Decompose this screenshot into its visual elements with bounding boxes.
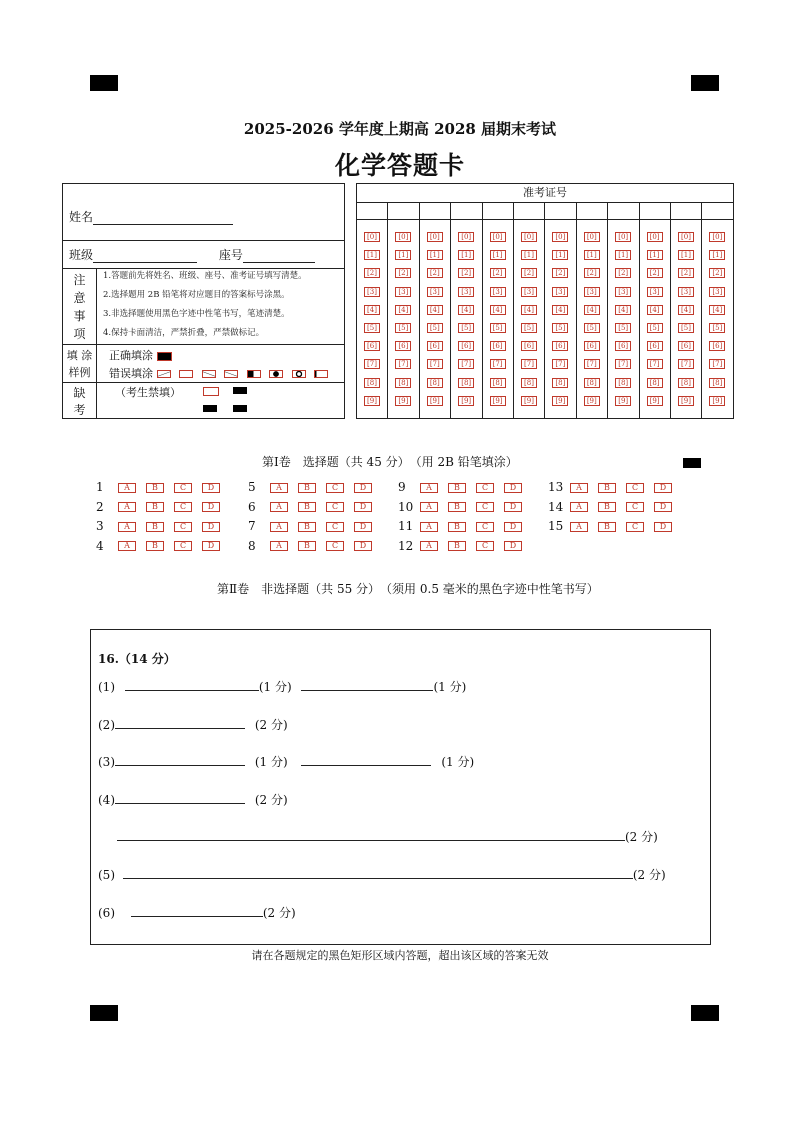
- id-digit-bubble[interactable]: [5]: [427, 323, 443, 333]
- option-c-bubble[interactable]: C: [174, 483, 192, 493]
- candidate-id-grid: [356, 183, 734, 419]
- id-digit-bubble[interactable]: [8]: [364, 378, 380, 388]
- note-3: 3.非选择题使用黑色字迹中性笔书写，笔迹清楚。: [103, 309, 290, 319]
- id-digit-bubble[interactable]: [0]: [364, 232, 380, 242]
- option-a-bubble[interactable]: A: [420, 483, 438, 493]
- option-a-bubble[interactable]: A: [118, 522, 136, 532]
- question-number: 12: [398, 538, 414, 553]
- id-digit-bubble[interactable]: [9]: [458, 396, 474, 406]
- id-digit-bubble[interactable]: [6]: [521, 341, 537, 351]
- question-13: [548, 480, 682, 494]
- answer-4a-line[interactable]: [115, 791, 245, 804]
- option-a-bubble[interactable]: A: [270, 502, 288, 512]
- id-digit-bubble[interactable]: [0]: [615, 232, 631, 242]
- id-digit-bubble[interactable]: [5]: [552, 323, 568, 333]
- option-a-bubble[interactable]: A: [270, 483, 288, 493]
- id-digit-bubble[interactable]: [9]: [521, 396, 537, 406]
- id-digit-bubble[interactable]: [4]: [647, 305, 663, 315]
- note-2: 2.选择题用 2B 铅笔将对应题目的答案标号涂黑。: [103, 290, 290, 300]
- option-d-bubble[interactable]: D: [654, 483, 672, 493]
- option-d-bubble[interactable]: D: [202, 502, 220, 512]
- note-4: 4.保持卡面清洁，严禁折叠，严禁做标记。: [103, 328, 265, 338]
- id-digit-bubble[interactable]: [4]: [458, 305, 474, 315]
- id-write-cell[interactable]: [702, 202, 733, 220]
- id-digit-bubble[interactable]: [0]: [647, 232, 663, 242]
- id-digit-bubble[interactable]: [6]: [584, 341, 600, 351]
- id-digit-bubble[interactable]: [9]: [364, 396, 380, 406]
- id-digit-bubble[interactable]: [0]: [427, 232, 443, 242]
- id-digit-bubble[interactable]: [7]: [521, 359, 537, 369]
- option-b-bubble[interactable]: B: [448, 483, 466, 493]
- id-write-cell[interactable]: [451, 202, 481, 220]
- id-digit-bubble[interactable]: [0]: [490, 232, 506, 242]
- id-digit-bubble[interactable]: [1]: [709, 250, 725, 260]
- option-c-bubble[interactable]: C: [476, 541, 494, 551]
- question-number: 3: [96, 519, 104, 533]
- option-c-bubble[interactable]: C: [476, 502, 494, 512]
- id-digit-bubble[interactable]: [7]: [647, 359, 663, 369]
- part-6: (6) (2 分): [98, 906, 296, 920]
- option-a-bubble[interactable]: A: [570, 502, 588, 512]
- option-a-bubble[interactable]: A: [118, 541, 136, 551]
- question-15: [548, 519, 682, 533]
- option-b-bubble[interactable]: B: [598, 522, 616, 532]
- id-digit-bubble[interactable]: [5]: [647, 323, 663, 333]
- id-digit-bubble[interactable]: [9]: [584, 396, 600, 406]
- id-digit-bubble[interactable]: [9]: [709, 396, 725, 406]
- option-d-bubble[interactable]: D: [354, 541, 372, 551]
- class-label: 班级: [69, 248, 94, 262]
- option-a-bubble[interactable]: A: [118, 502, 136, 512]
- question-12: [398, 539, 532, 553]
- option-d-bubble[interactable]: D: [354, 483, 372, 493]
- id-digit-bubble[interactable]: [4]: [615, 305, 631, 315]
- answer-5-line[interactable]: [123, 866, 633, 879]
- question-number: 5: [248, 480, 256, 494]
- id-digit-bubble[interactable]: [1]: [395, 250, 411, 260]
- option-c-bubble[interactable]: C: [626, 483, 644, 493]
- id-digit-bubble[interactable]: [3]: [427, 287, 443, 297]
- part-1: (1) (1 分) (1 分): [98, 680, 467, 694]
- id-digit-bubble[interactable]: [8]: [584, 378, 600, 388]
- id-digit-bubble[interactable]: [5]: [364, 323, 380, 333]
- id-digit-bubble[interactable]: [3]: [395, 287, 411, 297]
- id-column-3: [420, 202, 451, 419]
- seat-label: 座号: [218, 248, 243, 262]
- id-write-cell[interactable]: [388, 202, 418, 220]
- id-digit-bubble[interactable]: [8]: [678, 378, 694, 388]
- id-digit-bubble[interactable]: [5]: [709, 323, 725, 333]
- id-digit-bubble[interactable]: [7]: [552, 359, 568, 369]
- correct-fill-sample: [157, 352, 172, 361]
- id-digit-bubble[interactable]: [1]: [678, 250, 694, 260]
- option-b-bubble[interactable]: B: [298, 522, 316, 532]
- question-16-title: 16.（14 分）: [98, 652, 176, 666]
- id-digit-bubble[interactable]: [9]: [678, 396, 694, 406]
- question-10: [398, 500, 532, 514]
- note-1: 1.答题前先将姓名、班级、座号、准考证号填写清楚。: [103, 271, 307, 281]
- registration-mark-top-right: [691, 75, 719, 91]
- id-digit-bubble[interactable]: [4]: [490, 305, 506, 315]
- question-3: [96, 519, 230, 533]
- question-number: 13: [548, 480, 564, 494]
- id-digit-bubble[interactable]: [6]: [395, 341, 411, 351]
- id-digit-bubble[interactable]: [5]: [521, 323, 537, 333]
- id-digit-bubble[interactable]: [6]: [615, 341, 631, 351]
- registration-mark-bottom-left: [90, 1005, 118, 1021]
- option-b-bubble[interactable]: B: [448, 541, 466, 551]
- id-digit-bubble[interactable]: [7]: [427, 359, 443, 369]
- id-digit-bubble[interactable]: [2]: [521, 268, 537, 278]
- class-seat-row: [63, 241, 344, 269]
- id-digit-bubble[interactable]: [7]: [458, 359, 474, 369]
- id-column-4: [451, 202, 482, 419]
- option-c-bubble[interactable]: C: [174, 522, 192, 532]
- option-a-bubble[interactable]: A: [270, 541, 288, 551]
- answer-box-16[interactable]: [90, 629, 711, 945]
- option-a-bubble[interactable]: A: [420, 541, 438, 551]
- option-d-bubble[interactable]: D: [354, 522, 372, 532]
- id-digit-bubble[interactable]: [5]: [395, 323, 411, 333]
- id-write-cell[interactable]: [483, 202, 513, 220]
- id-write-cell[interactable]: [357, 202, 387, 220]
- wrong-fill-circle-icon: [292, 370, 306, 378]
- id-digit-bubble[interactable]: [9]: [552, 396, 568, 406]
- id-write-cell[interactable]: [640, 202, 670, 220]
- id-digit-bubble[interactable]: [2]: [490, 268, 506, 278]
- sample-row: [63, 345, 344, 383]
- id-digit-bubble[interactable]: [6]: [458, 341, 474, 351]
- option-b-bubble[interactable]: B: [146, 522, 164, 532]
- absent-mark-2: [203, 405, 217, 412]
- id-digit-bubble[interactable]: [8]: [709, 378, 725, 388]
- id-write-cell[interactable]: [420, 202, 450, 220]
- id-digit-bubble[interactable]: [3]: [615, 287, 631, 297]
- option-c-bubble[interactable]: C: [326, 502, 344, 512]
- id-digit-bubble[interactable]: [3]: [458, 287, 474, 297]
- question-number: 15: [548, 519, 564, 533]
- id-digit-bubble[interactable]: [5]: [490, 323, 506, 333]
- option-c-bubble[interactable]: C: [476, 483, 494, 493]
- option-c-bubble[interactable]: C: [174, 502, 192, 512]
- id-write-cell[interactable]: [514, 202, 544, 220]
- option-b-bubble[interactable]: B: [598, 502, 616, 512]
- registration-mark-top-left: [90, 75, 118, 91]
- absent-row: [63, 383, 344, 419]
- option-d-bubble[interactable]: D: [654, 522, 672, 532]
- id-digit-bubble[interactable]: [8]: [552, 378, 568, 388]
- option-a-bubble[interactable]: A: [420, 502, 438, 512]
- candidate-id-title: 准考证号: [357, 184, 733, 203]
- wrong-fill-check-icon: [157, 370, 171, 378]
- option-c-bubble[interactable]: C: [326, 522, 344, 532]
- sample-label: 填 涂 样例: [63, 345, 97, 382]
- footer-notice: 请在各题规定的黑色矩形区域内答题，超出该区域的答案无效: [251, 949, 549, 962]
- id-digit-bubble[interactable]: [2]: [709, 268, 725, 278]
- id-digit-bubble[interactable]: [1]: [615, 250, 631, 260]
- option-c-bubble[interactable]: C: [174, 541, 192, 551]
- notes-label: 注 意 事 项: [63, 269, 97, 344]
- id-digit-bubble[interactable]: [9]: [615, 396, 631, 406]
- option-d-bubble[interactable]: D: [504, 541, 522, 551]
- id-digit-bubble[interactable]: [7]: [364, 359, 380, 369]
- id-digit-bubble[interactable]: [9]: [427, 396, 443, 406]
- id-digit-bubble[interactable]: [4]: [584, 305, 600, 315]
- card-title: 化学答题卡: [334, 151, 465, 180]
- question-number: 11: [398, 519, 414, 533]
- option-b-bubble[interactable]: B: [448, 502, 466, 512]
- id-write-cell[interactable]: [671, 202, 701, 220]
- option-d-bubble[interactable]: D: [504, 502, 522, 512]
- name-field[interactable]: [93, 211, 233, 225]
- answer-3b-line[interactable]: [301, 753, 431, 766]
- wrong-fill-cross-icon: [224, 370, 238, 378]
- id-digit-bubble[interactable]: [6]: [678, 341, 694, 351]
- seat-field[interactable]: [243, 249, 315, 263]
- answer-3a-line[interactable]: [115, 753, 245, 766]
- id-digit-bubble[interactable]: [4]: [395, 305, 411, 315]
- answer-1b-line[interactable]: [301, 678, 433, 691]
- id-digit-bubble[interactable]: [8]: [490, 378, 506, 388]
- id-column-2: [388, 202, 419, 419]
- option-d-bubble[interactable]: D: [202, 522, 220, 532]
- absent-mark-1: [233, 387, 247, 394]
- id-digit-bubble[interactable]: [2]: [395, 268, 411, 278]
- id-digit-bubble[interactable]: [5]: [678, 323, 694, 333]
- id-digit-bubble[interactable]: [5]: [615, 323, 631, 333]
- question-2: [96, 500, 230, 514]
- id-digit-bubble[interactable]: [1]: [584, 250, 600, 260]
- id-digit-bubble[interactable]: [3]: [709, 287, 725, 297]
- id-digit-bubble[interactable]: [7]: [395, 359, 411, 369]
- id-digit-bubble[interactable]: [0]: [458, 232, 474, 242]
- correct-fill-label: 正确填涂: [109, 349, 153, 362]
- question-6: [248, 500, 382, 514]
- id-digit-bubble[interactable]: [6]: [552, 341, 568, 351]
- id-digit-bubble[interactable]: [8]: [647, 378, 663, 388]
- question-1: [96, 480, 230, 494]
- id-digit-bubble[interactable]: [9]: [490, 396, 506, 406]
- id-digit-bubble[interactable]: [2]: [552, 268, 568, 278]
- id-column-9: [608, 202, 639, 419]
- option-b-bubble[interactable]: B: [298, 483, 316, 493]
- id-digit-bubble[interactable]: [5]: [458, 323, 474, 333]
- id-digit-bubble[interactable]: [7]: [615, 359, 631, 369]
- absent-mark-3: [233, 405, 247, 412]
- wrong-fill-half-icon: [247, 370, 261, 378]
- notes-row: [63, 269, 344, 345]
- id-digit-bubble[interactable]: [3]: [521, 287, 537, 297]
- id-digit-bubble[interactable]: [4]: [427, 305, 443, 315]
- wrong-fill-empty-icon: [179, 370, 193, 378]
- id-digit-bubble[interactable]: [1]: [427, 250, 443, 260]
- id-column-5: [483, 202, 514, 419]
- id-digit-bubble[interactable]: [0]: [395, 232, 411, 242]
- id-digit-bubble[interactable]: [6]: [709, 341, 725, 351]
- option-c-bubble[interactable]: C: [326, 541, 344, 551]
- wrong-fill-dot-icon: [269, 370, 283, 378]
- wrong-fill-slash-icon: [202, 370, 216, 378]
- option-c-bubble[interactable]: C: [476, 522, 494, 532]
- id-digit-bubble[interactable]: [8]: [521, 378, 537, 388]
- part-5: (5) (2 分): [98, 868, 666, 882]
- id-digit-bubble[interactable]: [8]: [615, 378, 631, 388]
- id-digit-bubble[interactable]: [0]: [521, 232, 537, 242]
- id-digit-bubble[interactable]: [7]: [490, 359, 506, 369]
- question-number: 10: [398, 499, 414, 514]
- id-column-6: [514, 202, 545, 419]
- id-digit-bubble[interactable]: [1]: [490, 250, 506, 260]
- id-digit-bubble[interactable]: [1]: [552, 250, 568, 260]
- part-4-continued: (2 分): [117, 828, 658, 845]
- option-d-bubble[interactable]: D: [504, 483, 522, 493]
- id-digit-bubble[interactable]: [0]: [709, 232, 725, 242]
- id-write-cell[interactable]: [545, 202, 575, 220]
- question-number: 6: [248, 499, 256, 514]
- option-b-bubble[interactable]: B: [298, 502, 316, 512]
- id-digit-bubble[interactable]: [4]: [521, 305, 537, 315]
- id-digit-bubble[interactable]: [6]: [647, 341, 663, 351]
- answer-2-line[interactable]: [115, 716, 245, 729]
- option-b-bubble[interactable]: B: [146, 502, 164, 512]
- section2-heading: 第Ⅱ卷 非选择题（共 55 分） （须用 0.5 毫米的黑色字迹中性笔书写）: [217, 582, 599, 596]
- option-d-bubble[interactable]: D: [654, 502, 672, 512]
- id-digit-bubble[interactable]: [3]: [490, 287, 506, 297]
- id-column-7: [545, 202, 576, 419]
- id-digit-bubble[interactable]: [4]: [709, 305, 725, 315]
- id-column-10: [640, 202, 671, 419]
- question-number: 7: [248, 519, 256, 533]
- option-b-bubble[interactable]: B: [146, 541, 164, 551]
- absent-label: 缺 考: [63, 383, 97, 419]
- id-digit-bubble[interactable]: [7]: [584, 359, 600, 369]
- option-b-bubble[interactable]: B: [298, 541, 316, 551]
- id-column-8: [577, 202, 608, 419]
- question-number: 9: [398, 480, 406, 494]
- id-digit-bubble[interactable]: [0]: [552, 232, 568, 242]
- id-digit-bubble[interactable]: [8]: [395, 378, 411, 388]
- question-number: 4: [96, 538, 104, 553]
- option-d-bubble[interactable]: D: [354, 502, 372, 512]
- option-c-bubble[interactable]: C: [326, 483, 344, 493]
- exam-title: 2025-2026 学年度上期高 2028 届期末考试: [243, 120, 557, 138]
- part-2: (2) (2 分): [98, 718, 288, 732]
- question-11: [398, 519, 532, 533]
- id-digit-bubble[interactable]: [3]: [647, 287, 663, 297]
- option-a-bubble[interactable]: A: [118, 483, 136, 493]
- id-digit-bubble[interactable]: [4]: [552, 305, 568, 315]
- id-digit-bubble[interactable]: [4]: [364, 305, 380, 315]
- id-digit-bubble[interactable]: [4]: [678, 305, 694, 315]
- answer-6-line[interactable]: [131, 904, 263, 917]
- option-a-bubble[interactable]: A: [570, 483, 588, 493]
- id-digit-bubble[interactable]: [9]: [395, 396, 411, 406]
- id-write-cell[interactable]: [608, 202, 638, 220]
- id-digit-bubble[interactable]: [2]: [584, 268, 600, 278]
- question-14: [548, 500, 682, 514]
- id-digit-bubble[interactable]: [0]: [678, 232, 694, 242]
- id-digit-bubble[interactable]: [7]: [678, 359, 694, 369]
- name-label: 姓名: [69, 210, 94, 224]
- question-5: [248, 480, 382, 494]
- id-digit-bubble[interactable]: [2]: [427, 268, 443, 278]
- id-digit-bubble[interactable]: [2]: [647, 268, 663, 278]
- id-digit-bubble[interactable]: [2]: [458, 268, 474, 278]
- id-digit-bubble[interactable]: [0]: [584, 232, 600, 242]
- id-digit-bubble[interactable]: [1]: [458, 250, 474, 260]
- question-8: [248, 539, 382, 553]
- option-d-bubble[interactable]: D: [504, 522, 522, 532]
- question-9: [398, 480, 532, 494]
- id-column-11: [671, 202, 702, 419]
- question-number: 1: [96, 480, 104, 494]
- absent-note: （考生禁填）: [115, 386, 181, 399]
- question-7: [248, 519, 382, 533]
- option-b-bubble[interactable]: B: [146, 483, 164, 493]
- id-digit-bubble[interactable]: [2]: [364, 268, 380, 278]
- answer-4b-line[interactable]: [117, 828, 625, 841]
- id-digit-bubble[interactable]: [3]: [678, 287, 694, 297]
- option-c-bubble[interactable]: C: [626, 502, 644, 512]
- id-digit-bubble[interactable]: [6]: [427, 341, 443, 351]
- id-digit-bubble[interactable]: [3]: [364, 287, 380, 297]
- wrong-fill-line-icon: [314, 370, 328, 378]
- option-c-bubble[interactable]: C: [626, 522, 644, 532]
- wrong-fill-label: 错误填涂: [109, 367, 153, 380]
- id-write-cell[interactable]: [577, 202, 607, 220]
- id-digit-bubble[interactable]: [5]: [584, 323, 600, 333]
- id-digit-bubble[interactable]: [6]: [364, 341, 380, 351]
- id-column-1: [357, 202, 388, 419]
- part-4: (4) (2 分): [98, 793, 288, 807]
- id-column-12: [702, 202, 733, 419]
- id-digit-bubble[interactable]: [8]: [427, 378, 443, 388]
- option-a-bubble[interactable]: A: [570, 522, 588, 532]
- id-digit-bubble[interactable]: [2]: [678, 268, 694, 278]
- id-digit-bubble[interactable]: [9]: [647, 396, 663, 406]
- id-digit-bubble[interactable]: [3]: [584, 287, 600, 297]
- question-4: [96, 539, 230, 553]
- option-a-bubble[interactable]: A: [270, 522, 288, 532]
- id-digit-bubble[interactable]: [8]: [458, 378, 474, 388]
- option-a-bubble[interactable]: A: [420, 522, 438, 532]
- option-b-bubble[interactable]: B: [448, 522, 466, 532]
- id-digit-bubble[interactable]: [3]: [552, 287, 568, 297]
- id-digit-bubble[interactable]: [7]: [709, 359, 725, 369]
- section1-heading: 第Ⅰ卷 选择题（共 45 分） （用 2B 铅笔填涂）: [262, 455, 518, 469]
- question-number: 8: [248, 538, 256, 553]
- id-digit-bubble[interactable]: [2]: [615, 268, 631, 278]
- registration-mark-bottom-right: [691, 1005, 719, 1021]
- name-row: [63, 184, 344, 241]
- id-digit-bubble[interactable]: [1]: [364, 250, 380, 260]
- class-field[interactable]: [93, 249, 197, 263]
- option-b-bubble[interactable]: B: [598, 483, 616, 493]
- student-info-box: [62, 183, 345, 419]
- option-d-bubble[interactable]: D: [202, 541, 220, 551]
- answer-1a-line[interactable]: [125, 678, 259, 691]
- id-digit-bubble[interactable]: [1]: [647, 250, 663, 260]
- question-number: 2: [96, 499, 104, 514]
- id-digit-bubble[interactable]: [1]: [521, 250, 537, 260]
- absent-box[interactable]: [203, 387, 219, 396]
- section1-mark: [683, 458, 701, 468]
- part-3: (3) (1 分) (1 分): [98, 755, 475, 769]
- question-number: 14: [548, 499, 564, 514]
- id-digit-bubble[interactable]: [6]: [490, 341, 506, 351]
- option-d-bubble[interactable]: D: [202, 483, 220, 493]
